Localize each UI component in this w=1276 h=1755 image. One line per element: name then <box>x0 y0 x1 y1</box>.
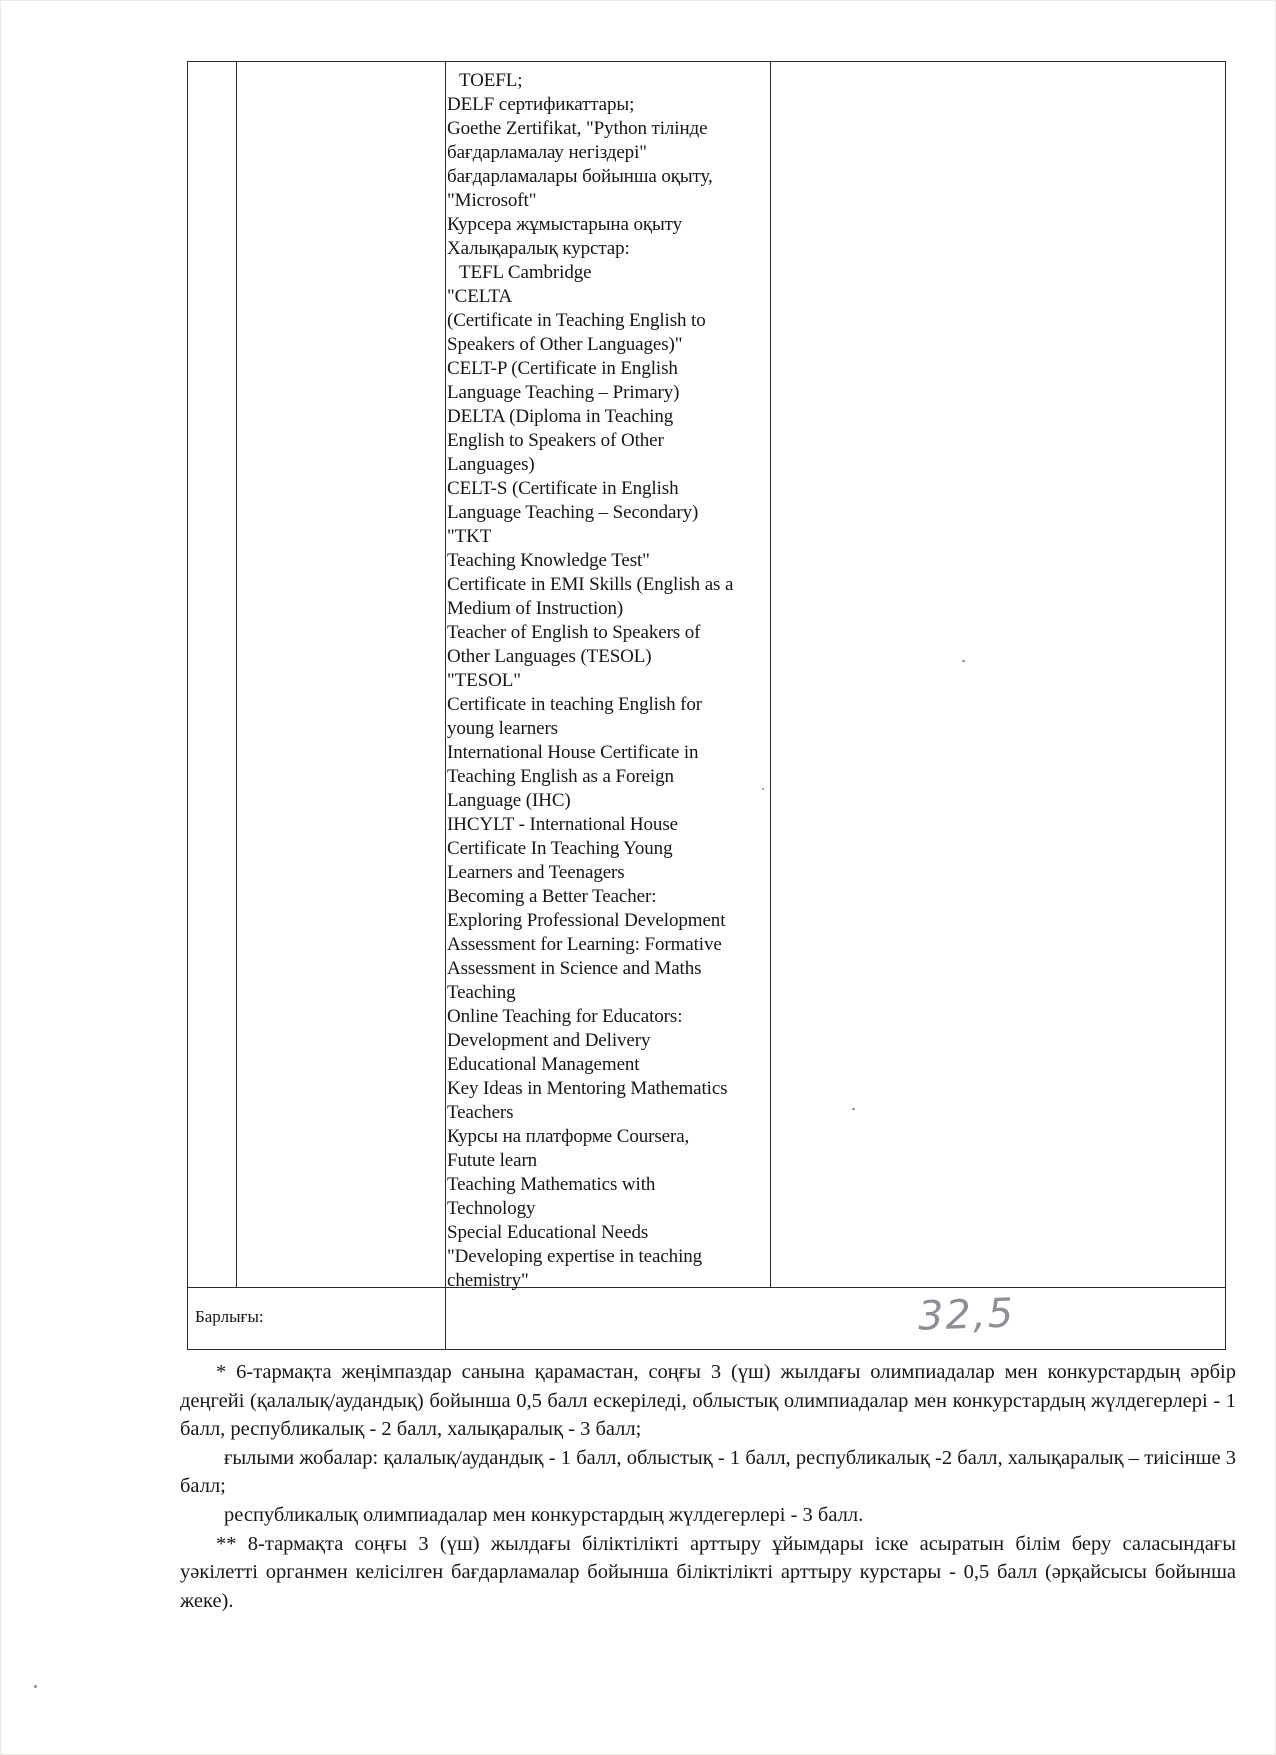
list-item: Speakers of Other Languages)" <box>447 334 683 355</box>
list-item: English to Speakers of Other <box>447 430 664 451</box>
handwritten-total-score: 32,5 <box>917 1290 1016 1340</box>
scan-speck <box>962 660 965 662</box>
list-item: Language (IHC) <box>447 790 571 811</box>
list-item: бағдарламалары бойынша оқыту, <box>447 166 713 187</box>
list-item: "Microsoft" <box>447 190 537 211</box>
footnote-qualification-courses: ** 8-тармақта соңғы 3 (үш) жылдағы біліктілікті арттыру ұйымдары іске асыратын білім беру саласындағы уәкілетті органмен келісілген бағдарламалар бойынша біліктілікті арттыру курстары - 0,5 балл (әрқайсысы бойынша жеке). <box>180 1532 1236 1612</box>
list-item: Курсы на платформе Coursera, <box>447 1126 690 1147</box>
scan-speck <box>852 1108 855 1110</box>
list-item: "TESOL" <box>447 670 521 691</box>
list-item: Exploring Professional Development <box>447 910 726 931</box>
list-item: Assessment for Learning: Formative <box>447 934 722 955</box>
footnote-republican-winners: республикалық олимпиадалар мен конкурстардың жүлдегерлері - 3 балл. <box>224 1503 864 1526</box>
footnote-olympiads: * 6-тармақта жеңімпаздар санына қарамастан, соңғы 3 (үш) жылдағы олимпиадалар мен конкурстардың әрбір деңгейі (қалалық/аудандық) бойынша 0,5 балл ескеріледі, облыстық олимпиадалар мен конкурстардың жүлдегерлері - 1 балл, республикалық - 2 балл, халықаралық - 3 балл; <box>180 1361 1236 1441</box>
list-item: TOEFL; <box>459 70 523 91</box>
list-item: "CELTA <box>447 286 513 307</box>
list-item: Goethe Zertifikat, "Python тілінде <box>447 118 708 139</box>
column-divider-3 <box>770 61 771 1287</box>
total-label: Барлығы: <box>195 1307 264 1326</box>
list-item: Medium of Instruction) <box>447 598 624 619</box>
list-item: (Certificate in Teaching English to <box>447 310 706 331</box>
list-item: Other Languages (TESOL) <box>447 646 652 667</box>
list-item: CELT-S (Certificate in English <box>447 478 679 499</box>
list-item: Key Ideas in Mentoring Mathematics <box>447 1078 728 1099</box>
list-item: Teacher of English to Speakers of <box>447 622 701 643</box>
column-divider-1 <box>236 61 237 1287</box>
scan-speck <box>762 788 764 790</box>
list-item: бағдарламалау негіздері" <box>447 142 647 163</box>
list-item: Educational Management <box>447 1054 640 1075</box>
list-item: young learners <box>447 718 558 739</box>
list-item: Teaching English as a Foreign <box>447 766 674 787</box>
courses-list <box>447 69 767 1293</box>
list-item: Курсера жұмыстарына оқыту <box>447 214 683 235</box>
list-item: Online Teaching for Educators: <box>447 1006 683 1027</box>
list-item: Assessment in Science and Maths <box>447 958 702 979</box>
list-item: DELTA (Diploma in Teaching <box>447 406 674 427</box>
footnote-science-projects: ғылыми жобалар: қалалық/аудандық - 1 балл, облыстық - 1 балл, республикалық -2 балл, халықаралық – тиісінше 3 балл; <box>180 1446 1236 1498</box>
list-item: International House Certificate in <box>447 742 699 763</box>
list-item: Learners and Teenagers <box>447 862 625 883</box>
list-item: Language Teaching – Primary) <box>447 382 680 403</box>
list-item: Teaching Mathematics with <box>447 1174 656 1195</box>
list-item: Special Educational Needs <box>447 1222 649 1243</box>
table-top-border <box>187 61 1226 62</box>
list-item: "Developing expertise in teaching <box>447 1246 703 1267</box>
list-item: Language Teaching – Secondary) <box>447 502 699 523</box>
column-divider-2 <box>445 61 446 1350</box>
list-item: Teaching <box>447 982 516 1003</box>
list-item: Халықаралық курстар: <box>447 238 630 259</box>
table-left-border <box>187 61 188 1350</box>
list-item: Certificate In Teaching Young <box>447 838 673 859</box>
list-item: Teaching Knowledge Test" <box>447 550 650 571</box>
list-item: Languages) <box>447 454 535 475</box>
list-item: Certificate in teaching English for <box>447 694 703 715</box>
list-item: Becoming a Better Teacher: <box>447 886 657 907</box>
scan-speck <box>34 1685 37 1688</box>
table-bottom-border <box>187 1349 1226 1350</box>
list-item: Certificate in EMI Skills (English as a <box>447 574 734 595</box>
list-item: chemistry" <box>447 1270 529 1291</box>
list-item: TEFL Cambridge <box>459 262 592 283</box>
list-item: DELF сертификаттары; <box>447 94 635 115</box>
table-right-border <box>1225 61 1226 1350</box>
list-item: Futute learn <box>447 1150 538 1171</box>
list-item: CELT-P (Certificate in English <box>447 358 678 379</box>
list-item: Teachers <box>447 1102 514 1123</box>
footnotes <box>180 1358 1236 1615</box>
list-item: Technology <box>447 1198 536 1219</box>
list-item: IHCYLT - International House <box>447 814 678 835</box>
list-item: Development and Delivery <box>447 1030 651 1051</box>
list-item: "TKT <box>447 526 492 547</box>
